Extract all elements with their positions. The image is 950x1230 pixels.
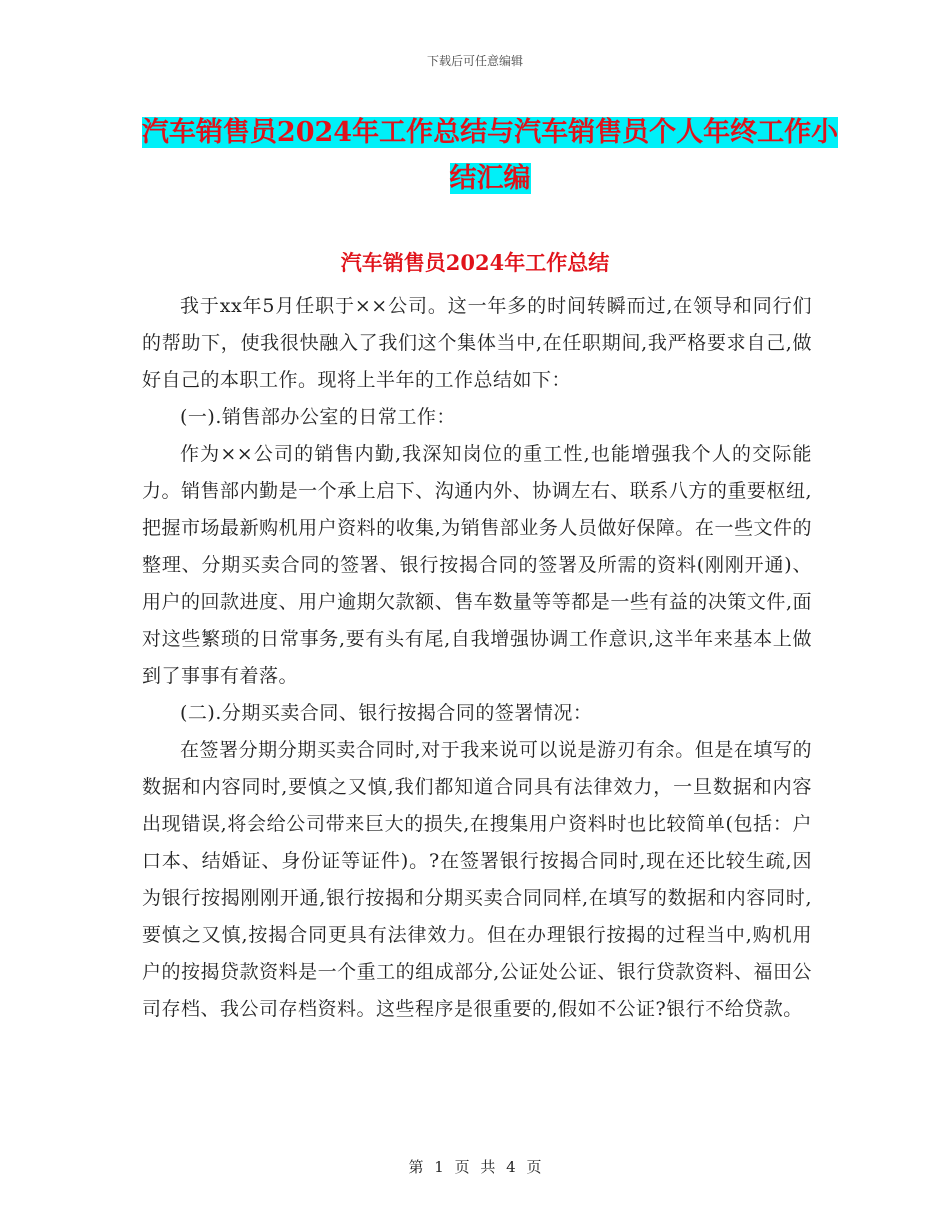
section-title: 汽车销售员2024年工作总结 <box>340 250 610 275</box>
document-body <box>142 288 812 1028</box>
header-note: 下载后可任意编辑 <box>426 54 523 68</box>
page-number-footer: 第 1 页 共 4 页 <box>408 1158 542 1176</box>
document-title-text: 汽车销售员2024年工作总结与汽车销售员个人年终工作小结汇编 <box>141 117 839 194</box>
paragraph: (二).分期买卖合同、银行按揭合同的签署情况： <box>180 702 593 724</box>
paragraph: 我于xx年5月任职于××公司。这一年多的时间转瞬而过,在领导和同行们的帮助下，使我很快融入了我们这个集体当中,在任职期间,我严格要求自己,做好自己的本职工作。现将上半年的工作总结如下： <box>142 295 812 391</box>
paragraph: 作为××公司的销售内勤,我深知岗位的重工性,也能增强我个人的交际能力。销售部内勤是一个承上启下、沟通内外、协调左右、联系八方的重要枢纽,把握市场最新购机用户资料的收集,为销售部业务人员做好保障。在一些文件的整理、分期买卖合同的签署、银行按揭合同的签署及所需的资料(刚刚开通)、用户的回款进度、用户逾期欠款额、售车数量等等都是一些有益的决策文件,面对这些繁琐的日常事务,要有头有尾,自我增强协调工作意识,这半年来基本上做到了事事有着落。 <box>142 443 812 687</box>
document-title <box>140 110 840 202</box>
paragraph: 在签署分期分期买卖合同时,对于我来说可以说是游刃有余。但是在填写的数据和内容同时,要慎之又慎,我们都知道合同具有法律效力，一旦数据和内容出现错误,将会给公司带来巨大的损失,在搜集用户资料时也比较简单(包括：户口本、结婚证、身份证等证件)。?在签署银行按揭合同时,现在还比较生疏,因为银行按揭刚刚开通,银行按揭和分期买卖合同同样,在填写的数据和内容同时,要慎之又慎,按揭合同更具有法律效力。但在办理银行按揭的过程当中,购机用户的按揭贷款资料是一个重工的组成部分,公证处公证、银行贷款资料、福田公司存档、我公司存档资料。这些程序是很重要的,假如不公证?银行不给贷款。 <box>142 739 812 1020</box>
paragraph: (一).销售部办公室的日常工作： <box>180 406 456 428</box>
